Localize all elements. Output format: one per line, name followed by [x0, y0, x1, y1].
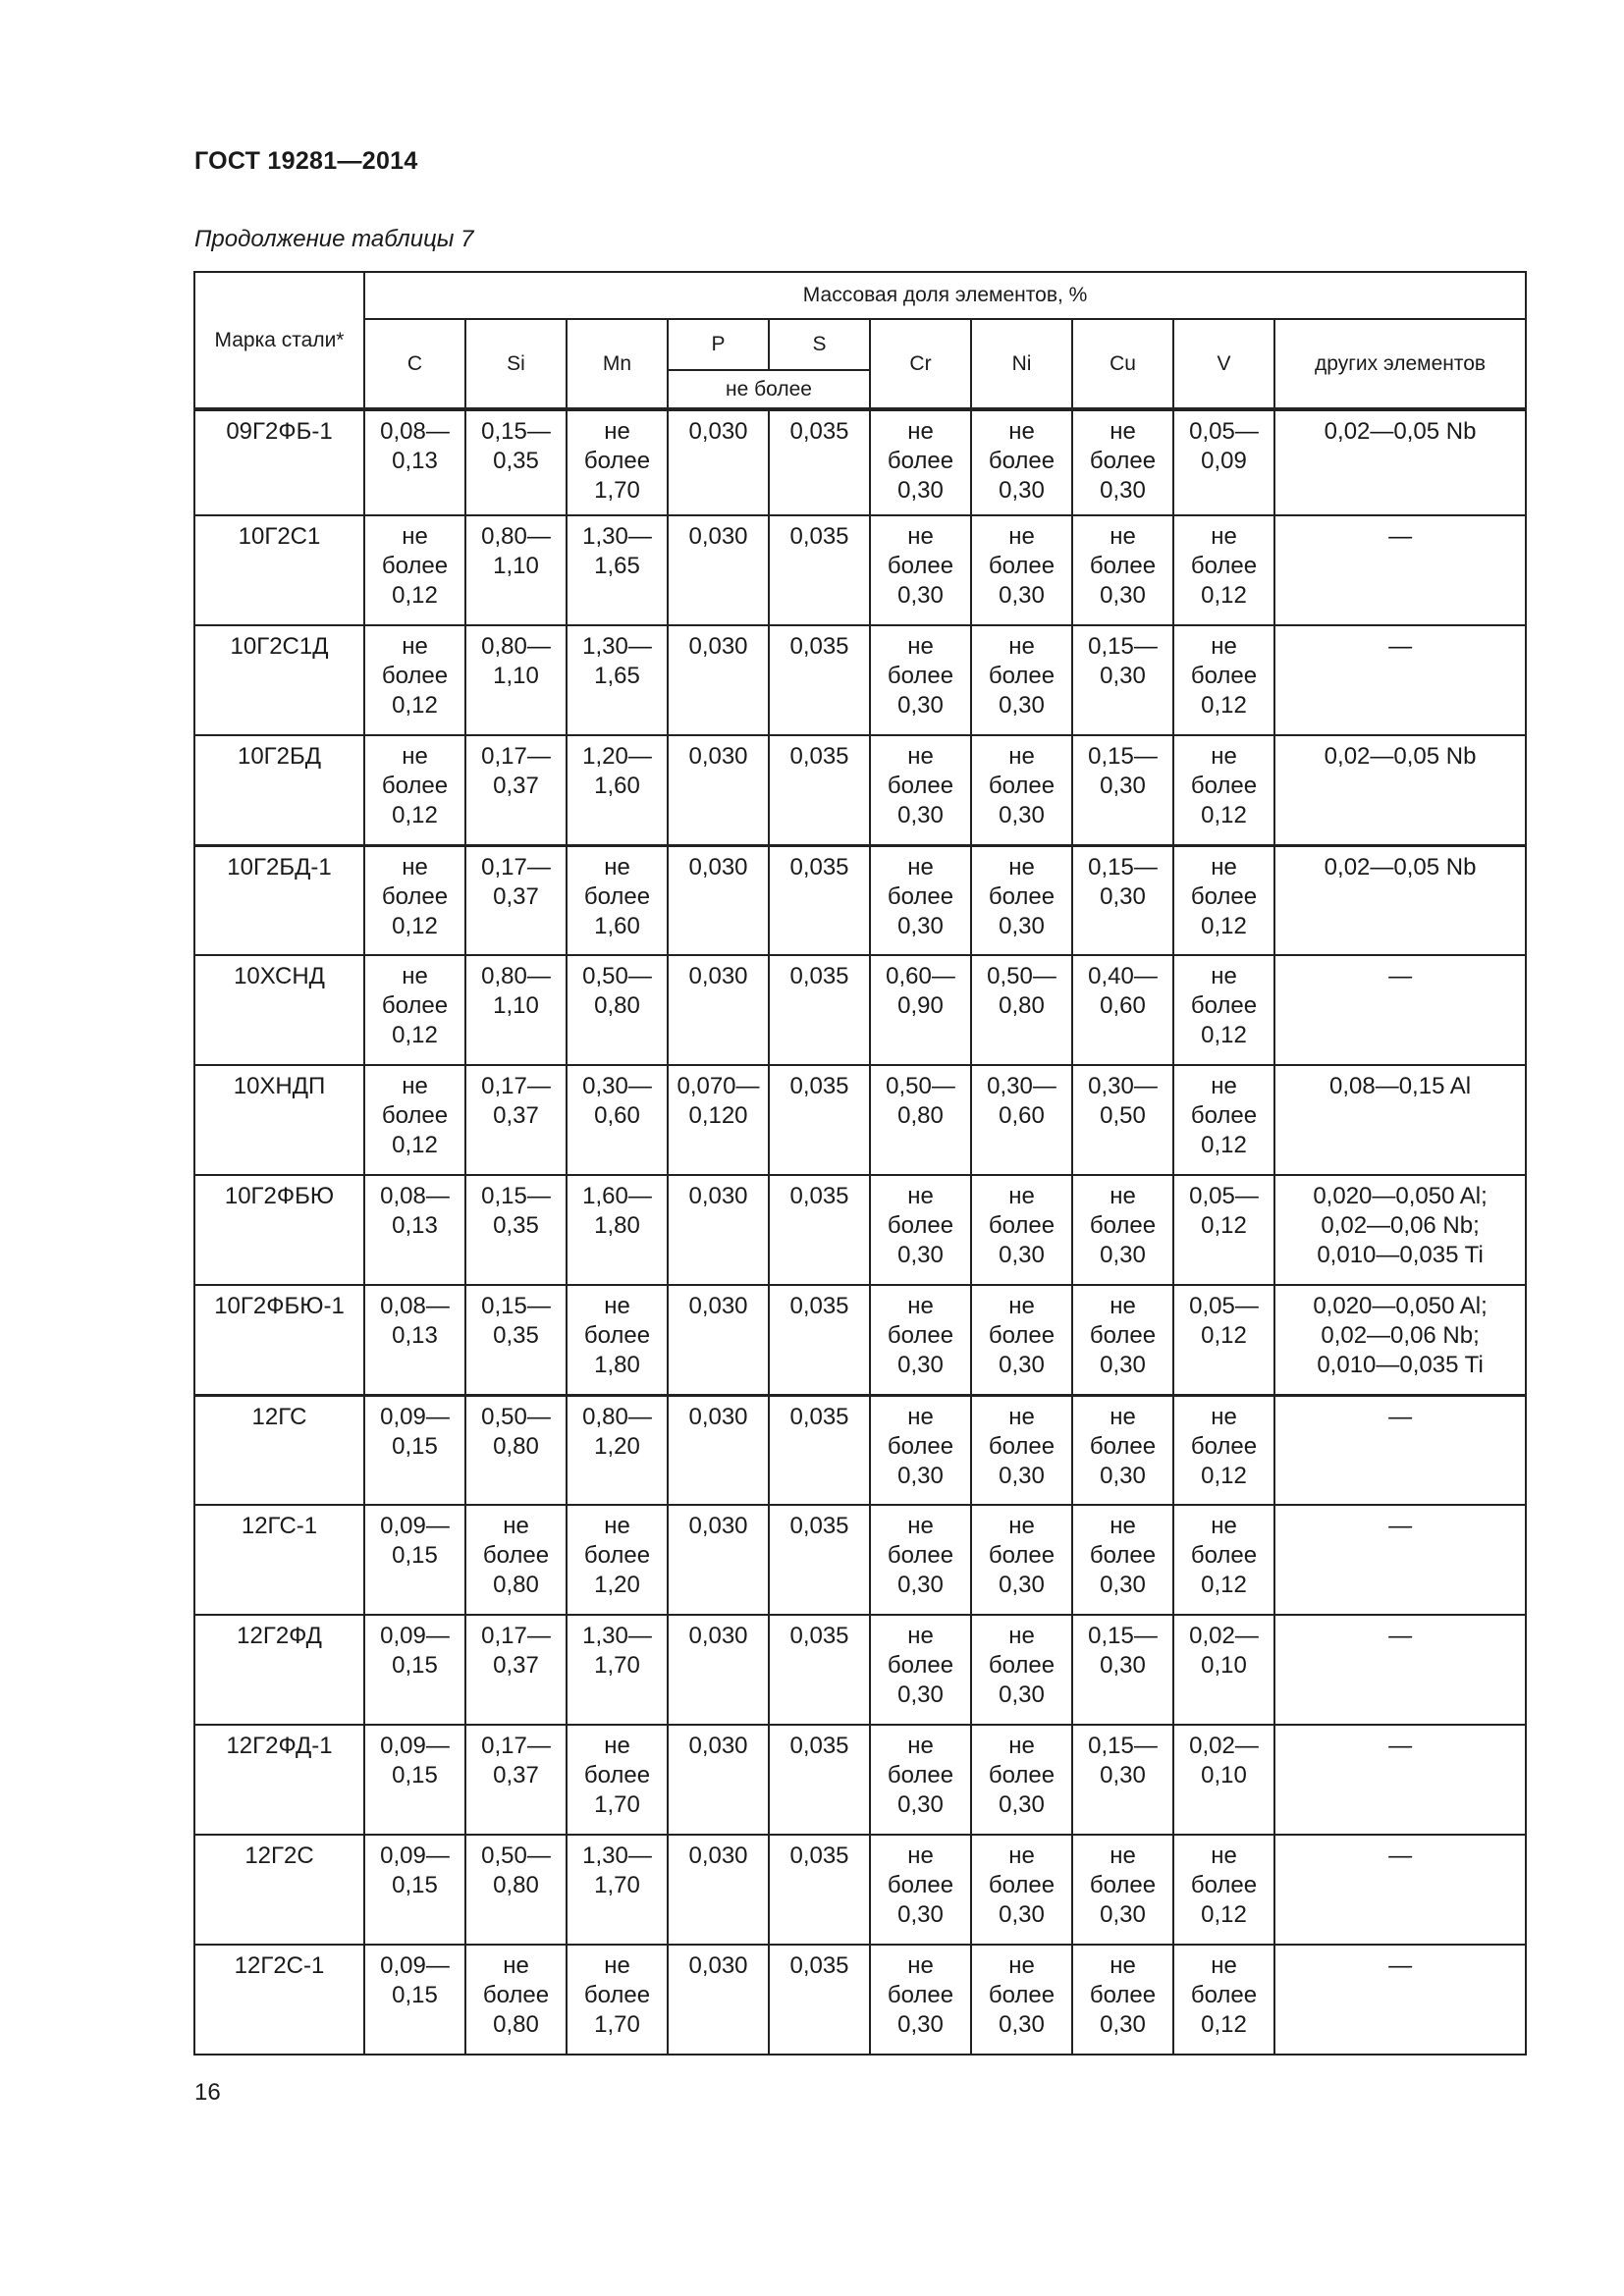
cell-p: 0,030 [668, 515, 769, 625]
table-row [194, 1615, 1526, 1725]
cell-grade: 09Г2ФБ-1 [194, 409, 364, 515]
cell-s: 0,035 [769, 515, 870, 625]
cell-s: 0,035 [769, 845, 870, 955]
cell-ni: не более 0,30 [971, 735, 1072, 845]
cell-c: не более 0,12 [364, 955, 465, 1065]
cell-cr: не более 0,30 [870, 1285, 971, 1395]
cell-p: 0,030 [668, 1835, 769, 1945]
cell-cr: не более 0,30 [870, 409, 971, 515]
cell-mn: 1,30— 1,70 [567, 1835, 668, 1945]
cell-grade: 10Г2С1 [194, 515, 364, 625]
cell-other: — [1274, 1945, 1526, 2055]
table-row [194, 845, 1526, 955]
cell-other: — [1274, 955, 1526, 1065]
cell-grade: 10ХНДП [194, 1065, 364, 1175]
cell-ni: 0,30— 0,60 [971, 1065, 1072, 1175]
cell-grade: 12Г2ФД [194, 1615, 364, 1725]
cell-cr: не более 0,30 [870, 625, 971, 735]
header-s: S [769, 319, 870, 370]
table-row [194, 955, 1526, 1065]
cell-mn: 0,80— 1,20 [567, 1395, 668, 1505]
cell-c: 0,09— 0,15 [364, 1945, 465, 2055]
cell-cu: 0,15— 0,30 [1072, 1615, 1173, 1725]
cell-ni: не более 0,30 [971, 1615, 1072, 1725]
cell-v: не более 0,12 [1173, 625, 1274, 735]
cell-grade: 10Г2БД [194, 735, 364, 845]
cell-s: 0,035 [769, 1395, 870, 1505]
cell-c: 0,08— 0,13 [364, 409, 465, 515]
cell-grade: 10Г2БД-1 [194, 845, 364, 955]
cell-v: не более 0,12 [1173, 955, 1274, 1065]
cell-si: 0,80— 1,10 [465, 515, 567, 625]
cell-v: 0,05— 0,12 [1173, 1175, 1274, 1285]
cell-mn: 1,20— 1,60 [567, 735, 668, 845]
cell-cu: 0,15— 0,30 [1072, 625, 1173, 735]
cell-s: 0,035 [769, 1065, 870, 1175]
cell-c: 0,09— 0,15 [364, 1395, 465, 1505]
cell-ni: не более 0,30 [971, 515, 1072, 625]
cell-v: не более 0,12 [1173, 1945, 1274, 2055]
cell-grade: 12Г2С-1 [194, 1945, 364, 2055]
cell-other: 0,08—0,15 Al [1274, 1065, 1526, 1175]
cell-p: 0,030 [668, 1175, 769, 1285]
cell-c: не более 0,12 [364, 515, 465, 625]
table-row [194, 1395, 1526, 1505]
cell-si: 0,50— 0,80 [465, 1395, 567, 1505]
cell-c: не более 0,12 [364, 735, 465, 845]
cell-p: 0,030 [668, 625, 769, 735]
cell-ni: не более 0,30 [971, 1395, 1072, 1505]
cell-p: 0,030 [668, 845, 769, 955]
cell-cu: не более 0,30 [1072, 409, 1173, 515]
cell-cu: 0,15— 0,30 [1072, 735, 1173, 845]
cell-other: 0,02—0,05 Nb [1274, 735, 1526, 845]
cell-mn: не более 1,80 [567, 1285, 668, 1395]
cell-other: — [1274, 625, 1526, 735]
table-row [194, 735, 1526, 845]
cell-p: 0,030 [668, 409, 769, 515]
cell-grade: 10Г2ФБЮ-1 [194, 1285, 364, 1395]
header-c: C [364, 319, 465, 409]
cell-s: 0,035 [769, 625, 870, 735]
cell-c: 0,09— 0,15 [364, 1725, 465, 1835]
cell-si: 0,17— 0,37 [465, 845, 567, 955]
cell-p: 0,030 [668, 735, 769, 845]
cell-cu: не более 0,30 [1072, 1175, 1173, 1285]
header-ni: Ni [971, 319, 1072, 409]
cell-s: 0,035 [769, 1615, 870, 1725]
cell-ni: не более 0,30 [971, 1175, 1072, 1285]
cell-other: — [1274, 1395, 1526, 1505]
table-row [194, 1065, 1526, 1175]
cell-cu: 0,40— 0,60 [1072, 955, 1173, 1065]
cell-v: 0,05— 0,12 [1173, 1285, 1274, 1395]
cell-v: 0,05— 0,09 [1173, 409, 1274, 515]
cell-si: 0,17— 0,37 [465, 1065, 567, 1175]
cell-ni: не более 0,30 [971, 1505, 1072, 1615]
cell-ni: не более 0,30 [971, 1835, 1072, 1945]
cell-other: — [1274, 1615, 1526, 1725]
table-header [194, 272, 1526, 409]
cell-cr: не более 0,30 [870, 1945, 971, 2055]
cell-other: — [1274, 515, 1526, 625]
cell-grade: 12Г2С [194, 1835, 364, 1945]
cell-cu: не более 0,30 [1072, 1505, 1173, 1615]
cell-si: не более 0,80 [465, 1505, 567, 1615]
cell-s: 0,035 [769, 1835, 870, 1945]
cell-other: 0,020—0,050 Al; 0,02—0,06 Nb; 0,010—0,035 Ti [1274, 1285, 1526, 1395]
cell-mn: 1,30— 1,65 [567, 515, 668, 625]
cell-s: 0,035 [769, 1285, 870, 1395]
table-body [194, 409, 1526, 2055]
cell-c: не более 0,12 [364, 845, 465, 955]
header-cr: Cr [870, 319, 971, 409]
cell-mn: 1,30— 1,70 [567, 1615, 668, 1725]
document-header: ГОСТ 19281—2014 [194, 147, 418, 175]
table-row [194, 1835, 1526, 1945]
cell-cr: не более 0,30 [870, 1175, 971, 1285]
cell-grade: 12Г2ФД-1 [194, 1725, 364, 1835]
cell-s: 0,035 [769, 735, 870, 845]
cell-cr: не более 0,30 [870, 845, 971, 955]
cell-mn: не более 1,20 [567, 1505, 668, 1615]
cell-si: 0,50— 0,80 [465, 1835, 567, 1945]
chemical-composition-table [193, 271, 1527, 2056]
cell-si: 0,80— 1,10 [465, 955, 567, 1065]
cell-cr: не более 0,30 [870, 1505, 971, 1615]
header-si: Si [465, 319, 567, 409]
cell-mn: 1,60— 1,80 [567, 1175, 668, 1285]
cell-c: не более 0,12 [364, 1065, 465, 1175]
cell-ni: не более 0,30 [971, 409, 1072, 515]
cell-cr: не более 0,30 [870, 515, 971, 625]
cell-p: 0,030 [668, 1285, 769, 1395]
cell-c: не более 0,12 [364, 625, 465, 735]
header-p: P [668, 319, 769, 370]
header-cu: Cu [1072, 319, 1173, 409]
cell-cu: 0,15— 0,30 [1072, 1725, 1173, 1835]
cell-p: 0,030 [668, 1725, 769, 1835]
cell-si: 0,17— 0,37 [465, 1725, 567, 1835]
header-v: V [1173, 319, 1274, 409]
cell-cu: не более 0,30 [1072, 1835, 1173, 1945]
table-row [194, 1285, 1526, 1395]
cell-si: не более 0,80 [465, 1945, 567, 2055]
cell-cu: не более 0,30 [1072, 1395, 1173, 1505]
cell-mn: не более 1,70 [567, 1945, 668, 2055]
cell-v: не более 0,12 [1173, 1065, 1274, 1175]
table-row [194, 1175, 1526, 1285]
cell-mn: не более 1,70 [567, 409, 668, 515]
table-row [194, 1945, 1526, 2055]
cell-cr: не более 0,30 [870, 1725, 971, 1835]
cell-ni: не более 0,30 [971, 845, 1072, 955]
cell-si: 0,15— 0,35 [465, 1285, 567, 1395]
cell-grade: 12ГС [194, 1395, 364, 1505]
header-mn: Mn [567, 319, 668, 409]
cell-other: 0,020—0,050 Al; 0,02—0,06 Nb; 0,010—0,035 Ti [1274, 1175, 1526, 1285]
cell-cu: не более 0,30 [1072, 1945, 1173, 2055]
cell-s: 0,035 [769, 409, 870, 515]
cell-v: не более 0,12 [1173, 1505, 1274, 1615]
cell-p: 0,030 [668, 1945, 769, 2055]
cell-cu: 0,30— 0,50 [1072, 1065, 1173, 1175]
cell-grade: 10Г2ФБЮ [194, 1175, 364, 1285]
cell-cr: не более 0,30 [870, 735, 971, 845]
cell-c: 0,09— 0,15 [364, 1615, 465, 1725]
page-number: 16 [194, 2079, 221, 2106]
cell-cr: не более 0,30 [870, 1835, 971, 1945]
cell-other: 0,02—0,05 Nb [1274, 845, 1526, 955]
cell-ni: 0,50— 0,80 [971, 955, 1072, 1065]
cell-grade: 10ХСНД [194, 955, 364, 1065]
cell-si: 0,80— 1,10 [465, 625, 567, 735]
table-caption: Продолжение таблицы 7 [194, 226, 474, 252]
table-row [194, 625, 1526, 735]
cell-si: 0,15— 0,35 [465, 1175, 567, 1285]
cell-p: 0,030 [668, 1395, 769, 1505]
header-no-more: не более [668, 370, 870, 409]
cell-v: 0,02— 0,10 [1173, 1725, 1274, 1835]
cell-v: не более 0,12 [1173, 735, 1274, 845]
cell-p: 0,030 [668, 1615, 769, 1725]
cell-grade: 10Г2С1Д [194, 625, 364, 735]
table-row [194, 515, 1526, 625]
cell-si: 0,15— 0,35 [465, 409, 567, 515]
cell-v: не более 0,12 [1173, 845, 1274, 955]
cell-s: 0,035 [769, 955, 870, 1065]
cell-ni: не более 0,30 [971, 1285, 1072, 1395]
cell-c: 0,08— 0,13 [364, 1175, 465, 1285]
cell-cr: не более 0,30 [870, 1615, 971, 1725]
cell-p: 0,070— 0,120 [668, 1065, 769, 1175]
cell-mn: 0,30— 0,60 [567, 1065, 668, 1175]
cell-mn: не более 1,70 [567, 1725, 668, 1835]
cell-mn: не более 1,60 [567, 845, 668, 955]
cell-ni: не более 0,30 [971, 1945, 1072, 2055]
table-row [194, 1505, 1526, 1615]
cell-cu: 0,15— 0,30 [1072, 845, 1173, 955]
cell-v: 0,02— 0,10 [1173, 1615, 1274, 1725]
cell-grade: 12ГС-1 [194, 1505, 364, 1615]
cell-cr: не более 0,30 [870, 1395, 971, 1505]
cell-other: — [1274, 1835, 1526, 1945]
cell-mn: 1,30— 1,65 [567, 625, 668, 735]
cell-si: 0,17— 0,37 [465, 1615, 567, 1725]
header-other: других элементов [1274, 319, 1526, 409]
cell-cr: 0,50— 0,80 [870, 1065, 971, 1175]
cell-cr: 0,60— 0,90 [870, 955, 971, 1065]
cell-si: 0,17— 0,37 [465, 735, 567, 845]
cell-ni: не более 0,30 [971, 1725, 1072, 1835]
cell-p: 0,030 [668, 955, 769, 1065]
table-row [194, 1725, 1526, 1835]
cell-cu: не более 0,30 [1072, 1285, 1173, 1395]
cell-other: — [1274, 1725, 1526, 1835]
cell-s: 0,035 [769, 1175, 870, 1285]
cell-v: не более 0,12 [1173, 515, 1274, 625]
header-grade: Марка стали* [194, 272, 364, 409]
cell-other: — [1274, 1505, 1526, 1615]
cell-s: 0,035 [769, 1725, 870, 1835]
cell-p: 0,030 [668, 1505, 769, 1615]
cell-c: 0,09— 0,15 [364, 1505, 465, 1615]
cell-other: 0,02—0,05 Nb [1274, 409, 1526, 515]
header-mass-fraction: Массовая доля элементов, % [364, 272, 1526, 319]
cell-s: 0,035 [769, 1945, 870, 2055]
cell-mn: 0,50— 0,80 [567, 955, 668, 1065]
cell-cu: не более 0,30 [1072, 515, 1173, 625]
table-row [194, 409, 1526, 515]
cell-v: не более 0,12 [1173, 1835, 1274, 1945]
cell-c: 0,09— 0,15 [364, 1835, 465, 1945]
cell-s: 0,035 [769, 1505, 870, 1615]
cell-ni: не более 0,30 [971, 625, 1072, 735]
cell-c: 0,08— 0,13 [364, 1285, 465, 1395]
cell-v: не более 0,12 [1173, 1395, 1274, 1505]
